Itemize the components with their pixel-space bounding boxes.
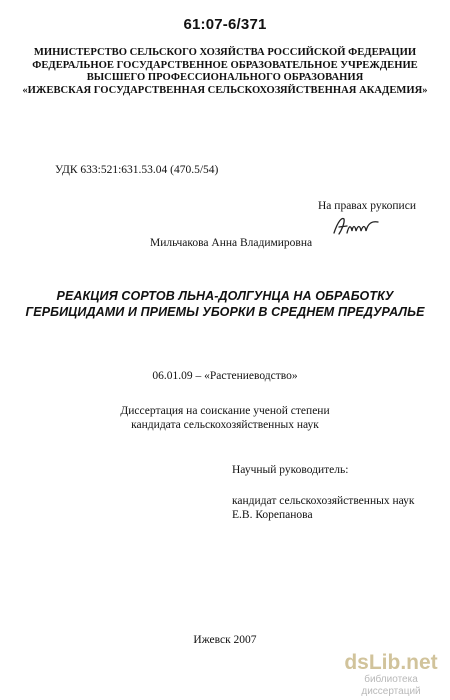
degree-line: Диссертация на соискание ученой степени [120,405,330,417]
degree-statement [0,404,450,432]
ministry-line: «ИЖЕВСКАЯ ГОСУДАРСТВЕННАЯ СЕЛЬСКОХОЗЯЙСТВЕННАЯ АКАДЕМИЯ» [22,84,428,96]
ministry-line: ВЫСШЕГО ПРОФЕССИОНАЛЬНОГО ОБРАЗОВАНИЯ [86,72,364,84]
city-year: Ижевск 2007 [193,634,257,646]
shelf-code: 61:07-6/371 [183,16,267,33]
udk-code: УДК 633:521:631.53.04 (470.5/54) [55,164,219,176]
title-line: ГЕРБИЦИДАМИ И ПРИЕМЫ УБОРКИ В СРЕДНЕМ ПРЕДУРАЛЬЕ [25,305,425,319]
handwritten-signature [332,213,382,239]
title-line: РЕАКЦИЯ СОРТОВ ЛЬНА-ДОЛГУНЦА НА ОБРАБОТКУ [56,289,394,303]
ministry-header [0,47,450,97]
specialty-code: 06.01.09 – «Растениеводство» [152,370,298,382]
watermark-logo: dsLib.net [344,651,438,674]
watermark-subtitle: библиотека диссертаций [361,674,421,697]
author-name: Мильчакова Анна Владимировна [150,237,313,249]
manuscript-rights-note: На правах рукописи [318,200,416,212]
supervisor-details [232,495,414,522]
dissertation-title [0,288,450,320]
ministry-line: МИНИСТЕРСТВО СЕЛЬСКОГО ХОЗЯЙСТВА РОССИЙСКОЙ ФЕДЕРАЦИИ [33,47,417,58]
dslib-watermark [336,652,446,698]
degree-line: кандидата сельскохозяйственных наук [131,419,319,431]
ministry-line: ФЕДЕРАЛЬНОЕ ГОСУДАРСТВЕННОЕ ОБРАЗОВАТЕЛЬНОЕ УЧРЕЖДЕНИЕ [32,59,418,71]
supervisor-degree: кандидат сельскохозяйственных наук [232,495,415,507]
supervisor-name: Е.В. Корепанова [232,508,313,521]
supervisor-heading: Научный руководитель: [232,464,349,476]
